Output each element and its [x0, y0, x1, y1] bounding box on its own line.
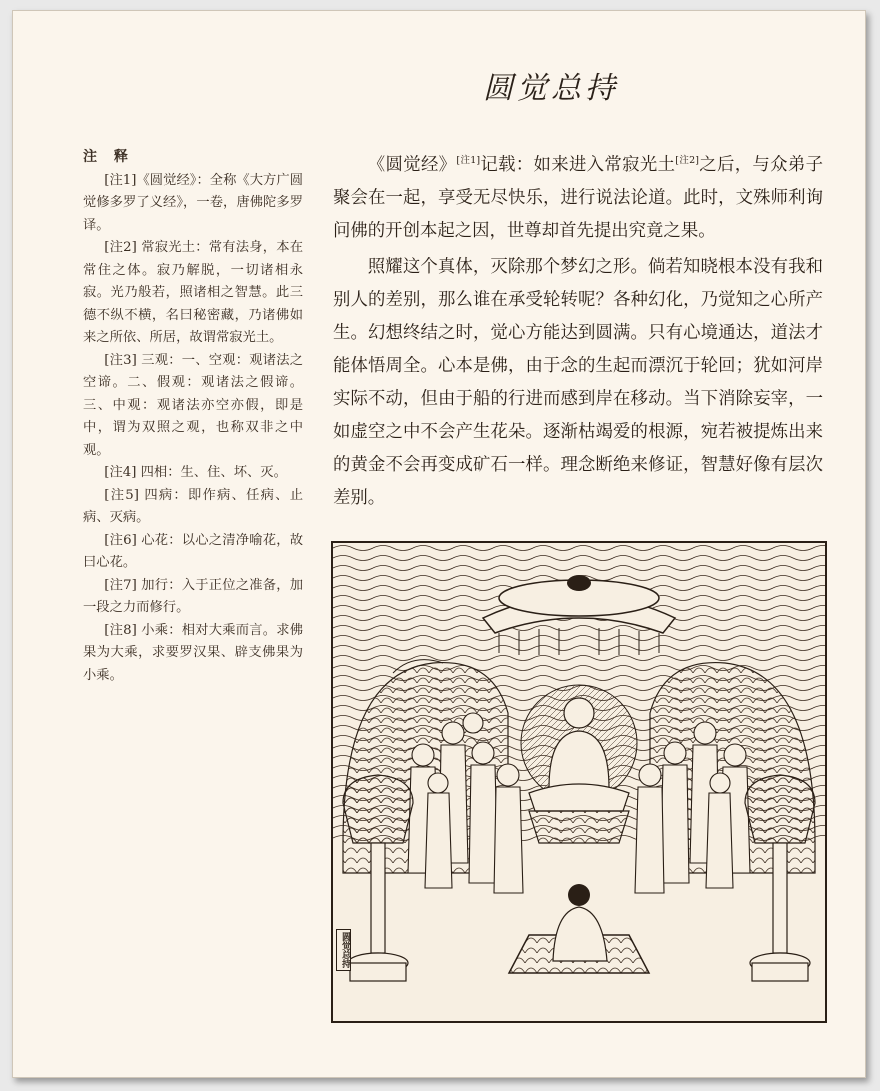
- sutra-title: 《圆觉经》: [367, 155, 457, 175]
- note-item: [注3] 三观：一、空观：观诸法之空谛。二、假观：观诸法之假谛。三、中观：观诸法亦空亦假，即是中，谓为双照之观，也称双非之中观。: [83, 352, 303, 458]
- main-text: [333, 149, 823, 515]
- paragraph-1-text-a: 记载：如来进入常寂光土: [480, 155, 676, 175]
- paragraph-1-text-b: 之后，与众弟子聚会在一起，享受无尽快乐，进行说法论道。此时，文殊师利询问佛的开创本起之因，世尊却首先提出究竟之果。: [333, 155, 823, 241]
- book-page: [12, 10, 866, 1078]
- page-title: 圆觉总持: [483, 71, 619, 106]
- note-item: [注2] 常寂光土：常有法身，本在常住之体。寂乃解脱，一切诸相永寂。光乃般若，照诸相之智慧。此三德不纵不横，名曰秘密藏，乃诸佛如来之所依、所居，故谓常寂光土。: [83, 240, 303, 345]
- note-item: [注1]《圆觉经》：全称《大方广圆觉修多罗了义经》，一卷，唐佛陀多罗译。: [83, 172, 303, 233]
- note-item: [注5] 四病：即作病、任病、止病、灭病。: [83, 487, 303, 525]
- woodblock-illustration: [331, 541, 827, 1023]
- right-pillar: [745, 775, 815, 981]
- paragraph-2: 照耀这个真体，灭除那个梦幻之形。倘若知晓根本没有我和别人的差别，那么谁在承受轮转呢？各种幻化，乃觉知之心所产生。幻想终结之时，觉心方能达到圆满。只有心境通达，道法才能体悟周全。心本是佛，由于念的生起而漂沉于轮回；犹如河岸实际不动，但由于船的行进而感到岸在移动。当下消除妄宰，一如虚空之中不会产生花朵。逐渐枯竭爱的根源，宛若被提炼出来的黄金不会再变成矿石一样。理念断绝来修证，智慧好像有层次差别。: [333, 257, 823, 508]
- note-item: [注7] 加行：入于正位之准备，加一段之力而修行。: [83, 577, 303, 615]
- illustration-caption: 圆觉总持: [336, 929, 351, 971]
- notes-column: [83, 146, 303, 687]
- paragraph-1: [333, 149, 823, 248]
- note-item: [注6] 心花：以心之清净喻花，故曰心花。: [83, 532, 303, 570]
- footnote-ref-2: [注2]: [675, 155, 699, 167]
- footnote-ref-1: [注1]: [456, 155, 481, 167]
- notes-heading: 注 释: [83, 149, 134, 165]
- left-pillar: [343, 775, 413, 981]
- note-item: [注8] 小乘：相对大乘而言。求佛果为大乘，求要罗汉果、辟支佛果为小乘。: [83, 622, 303, 683]
- buddha-assembly-drawing: [333, 543, 825, 1021]
- buddha-figure: [521, 685, 637, 843]
- note-item: [注4] 四相：生、住、坏、灭。: [104, 465, 287, 480]
- kneeling-disciple: [509, 884, 649, 973]
